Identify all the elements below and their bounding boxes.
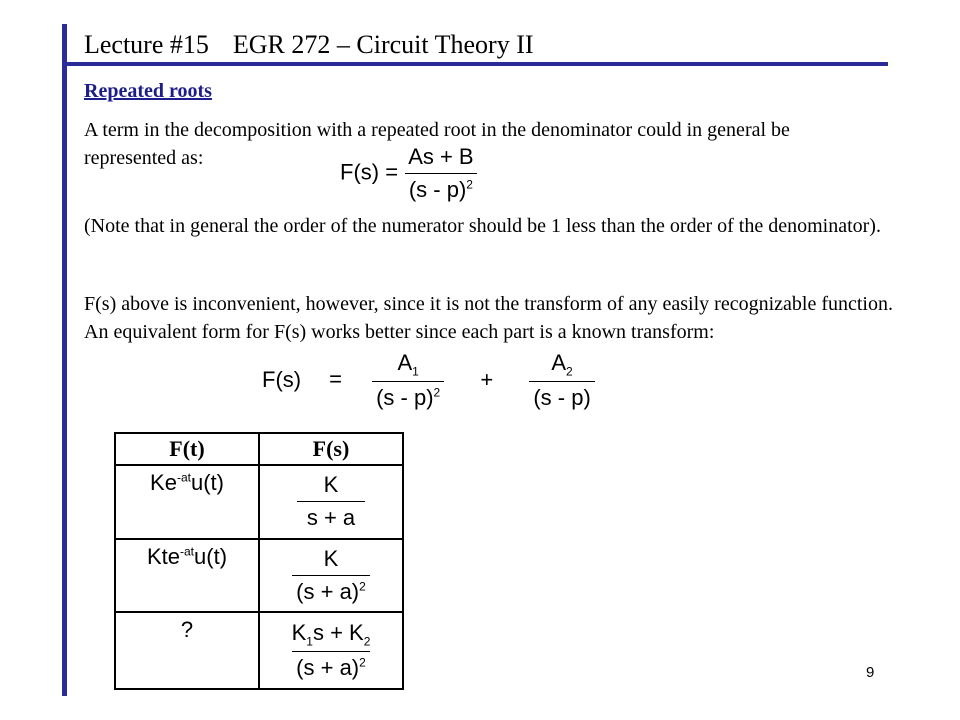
equation-partial-fractions xyxy=(262,350,595,411)
table-row xyxy=(115,539,403,613)
term1-den-base: (s - p) xyxy=(376,385,434,411)
fs-denominator xyxy=(292,575,370,605)
ft-step: u(t) xyxy=(190,470,224,495)
fs-cell xyxy=(259,612,403,689)
k1-base: K xyxy=(291,620,307,645)
table-header-row xyxy=(115,433,403,465)
equation2-term2 xyxy=(529,350,594,411)
equation2-term2-numerator xyxy=(547,350,576,381)
equation2-plus: + xyxy=(480,366,494,392)
equation1-lhs: F(s) = xyxy=(340,159,399,185)
title-underline-bar xyxy=(62,62,888,66)
k-mid: s + K xyxy=(312,620,364,645)
fs-fraction xyxy=(297,472,365,531)
course-name: EGR 272 – Circuit Theory II xyxy=(232,30,534,59)
table-row xyxy=(115,465,403,539)
ft-base: Kte xyxy=(146,543,180,569)
equation2-term1 xyxy=(372,350,444,411)
slide-title xyxy=(84,30,534,60)
ft-cell xyxy=(115,539,259,613)
alternative-form-paragraph: F(s) above is inconvenient, however, since it is not the transform of any easily recognizable function. An equivalent form for F(s) works better since each part is a known transform: xyxy=(84,293,893,343)
fs-exponent: 2 xyxy=(359,579,366,594)
term1-num-sub: 1 xyxy=(412,364,419,379)
equation2-term2-denominator: (s - p) xyxy=(529,381,594,411)
equation2-lhs: F(s) xyxy=(262,366,302,392)
equation1-exponent: 2 xyxy=(466,177,473,192)
column-header-ft: F(t) xyxy=(115,433,259,465)
ft-exponent: -at xyxy=(176,470,191,485)
laplace-transform-table xyxy=(114,432,404,690)
fs-den-base: (s + a) xyxy=(296,655,360,681)
left-accent-bar xyxy=(62,24,67,696)
k2-sub: 2 xyxy=(363,634,371,649)
equation2-equals: = xyxy=(329,366,342,392)
table-row xyxy=(115,612,403,689)
fs-cell xyxy=(259,539,403,613)
ft-exponent: -at xyxy=(180,544,195,559)
ft-cell xyxy=(115,465,259,539)
lecture-number: Lecture #15 xyxy=(84,30,209,59)
fs-numerator: K xyxy=(323,472,339,498)
ft-base: Ke xyxy=(150,470,177,495)
equation2-term1-numerator xyxy=(393,350,422,381)
equation1-den-base: (s - p) xyxy=(408,177,467,202)
equation1-numerator: As + B xyxy=(408,144,474,169)
fs-cell xyxy=(259,465,403,539)
equation1-fraction xyxy=(404,144,477,203)
fs-denominator xyxy=(292,651,370,681)
k1-sub: 1 xyxy=(306,634,313,649)
equation2-term1-denominator xyxy=(372,381,444,411)
ft-step: u(t) xyxy=(194,543,228,569)
term1-exponent: 2 xyxy=(433,386,441,401)
term1-num-base: A xyxy=(397,350,413,375)
equation-repeated-root xyxy=(340,144,478,203)
intro-paragraph: A term in the decomposition with a repeated root in the denominator could in general be represented as: xyxy=(84,119,790,169)
page-number: 9 xyxy=(866,664,875,681)
fs-denominator: s + a xyxy=(297,501,365,531)
fs-den-base: (s + a) xyxy=(296,579,360,605)
term2-num-base: A xyxy=(551,350,567,375)
fs-numerator xyxy=(288,620,375,651)
fs-exponent: 2 xyxy=(359,656,366,671)
term2-num-sub: 2 xyxy=(566,364,573,379)
ft-cell xyxy=(115,612,259,689)
ft-unknown: ? xyxy=(180,617,194,643)
note-paragraph: (Note that in general the order of the numerator should be 1 less than the order of the denominator). xyxy=(84,215,881,237)
fs-fraction xyxy=(288,620,375,681)
equation1-denominator xyxy=(405,173,477,203)
section-heading: Repeated roots xyxy=(84,80,212,102)
fs-numerator: K xyxy=(323,546,339,572)
fs-fraction xyxy=(292,546,370,605)
column-header-fs: F(s) xyxy=(259,433,403,465)
